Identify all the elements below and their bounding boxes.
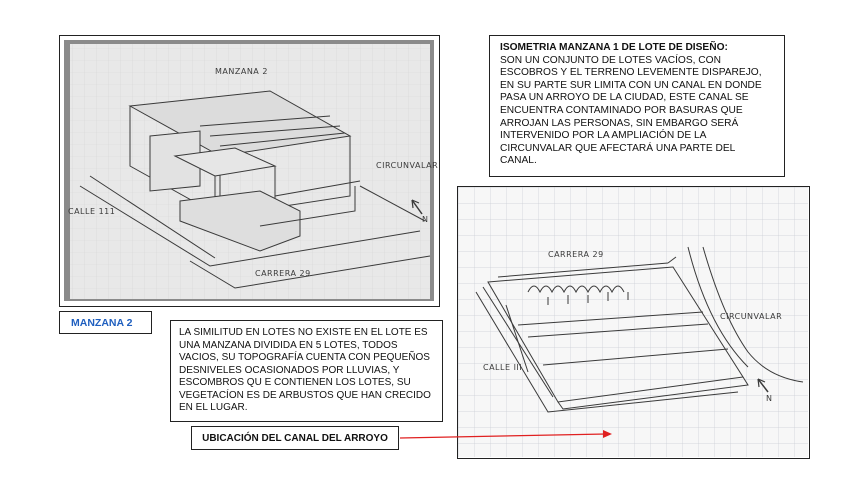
similarity-description [170, 320, 443, 422]
manzana-2-drawing [60, 36, 438, 305]
isometry-description [489, 35, 785, 177]
canal-location-label [191, 426, 399, 450]
plan-label-calle: CALLE III [483, 363, 523, 372]
plan-north-label: N [766, 394, 773, 403]
lote-plan-drawing [458, 187, 808, 457]
manzana-2-caption [59, 311, 152, 334]
manzana-2-sketch [59, 35, 440, 307]
north-label: N [422, 215, 429, 224]
isometry-body: SON UN CONJUNTO DE LOTES VACÍOS, CON ESCOBROS Y EL TERRENO LEVEMENTE DISPAREJO, EN SU PARTE SUR LIMITA CON UN CANAL EN DONDE PASA UN ARROYO DE LA CIUDAD, ESTE CANAL SE ENCUENTRA CONTAMINADO POR BASURAS QUE ARROJAN LAS PERSONAS, SIN EMBARGO SERÁ INTERVENIDO POR LA AMPLIACIÓN DE LA CIRCUNVALAR QUE AFECTARÁ UNA PARTE DEL CANAL. [500, 54, 762, 167]
plan-label-carrera: CARRERA 29 [548, 250, 604, 259]
lote-plan-sketch [457, 186, 810, 459]
sketch-label-manzana: MANZANA 2 [215, 67, 268, 76]
sketch-label-carrera: CARRERA 29 [255, 269, 311, 278]
canal-location-text: UBICACIÓN DEL CANAL DEL ARROYO [202, 432, 388, 444]
sketch-label-circunvalar: CIRCUNVALAR [376, 161, 438, 170]
isometry-heading: ISOMETRIA MANZANA 1 DE LOTE DE DISEÑO: [500, 42, 728, 53]
plan-label-circunvalar: CIRCUNVALAR [720, 312, 783, 321]
sketch-label-calle: CALLE 111 [68, 207, 116, 216]
similarity-body: LA SIMILITUD EN LOTES NO EXISTE EN EL LOTE ES UNA MANZANA DIVIDIDA EN 5 LOTES, TODOS VACIOS, SU TOPOGRAFÍA CUENTA CON PEQUEÑOS DESNIVELES OCASIONADOS POR LLUVIAS, Y ESCOMBROS QU E CONTIENEN LOS LOTES, SU VEGETACÍON ES DE ARBUSTOS QUE HAN CRECIDO EN EL LUGAR. [179, 327, 431, 413]
manzana-2-caption-text: MANZANA 2 [71, 316, 133, 329]
